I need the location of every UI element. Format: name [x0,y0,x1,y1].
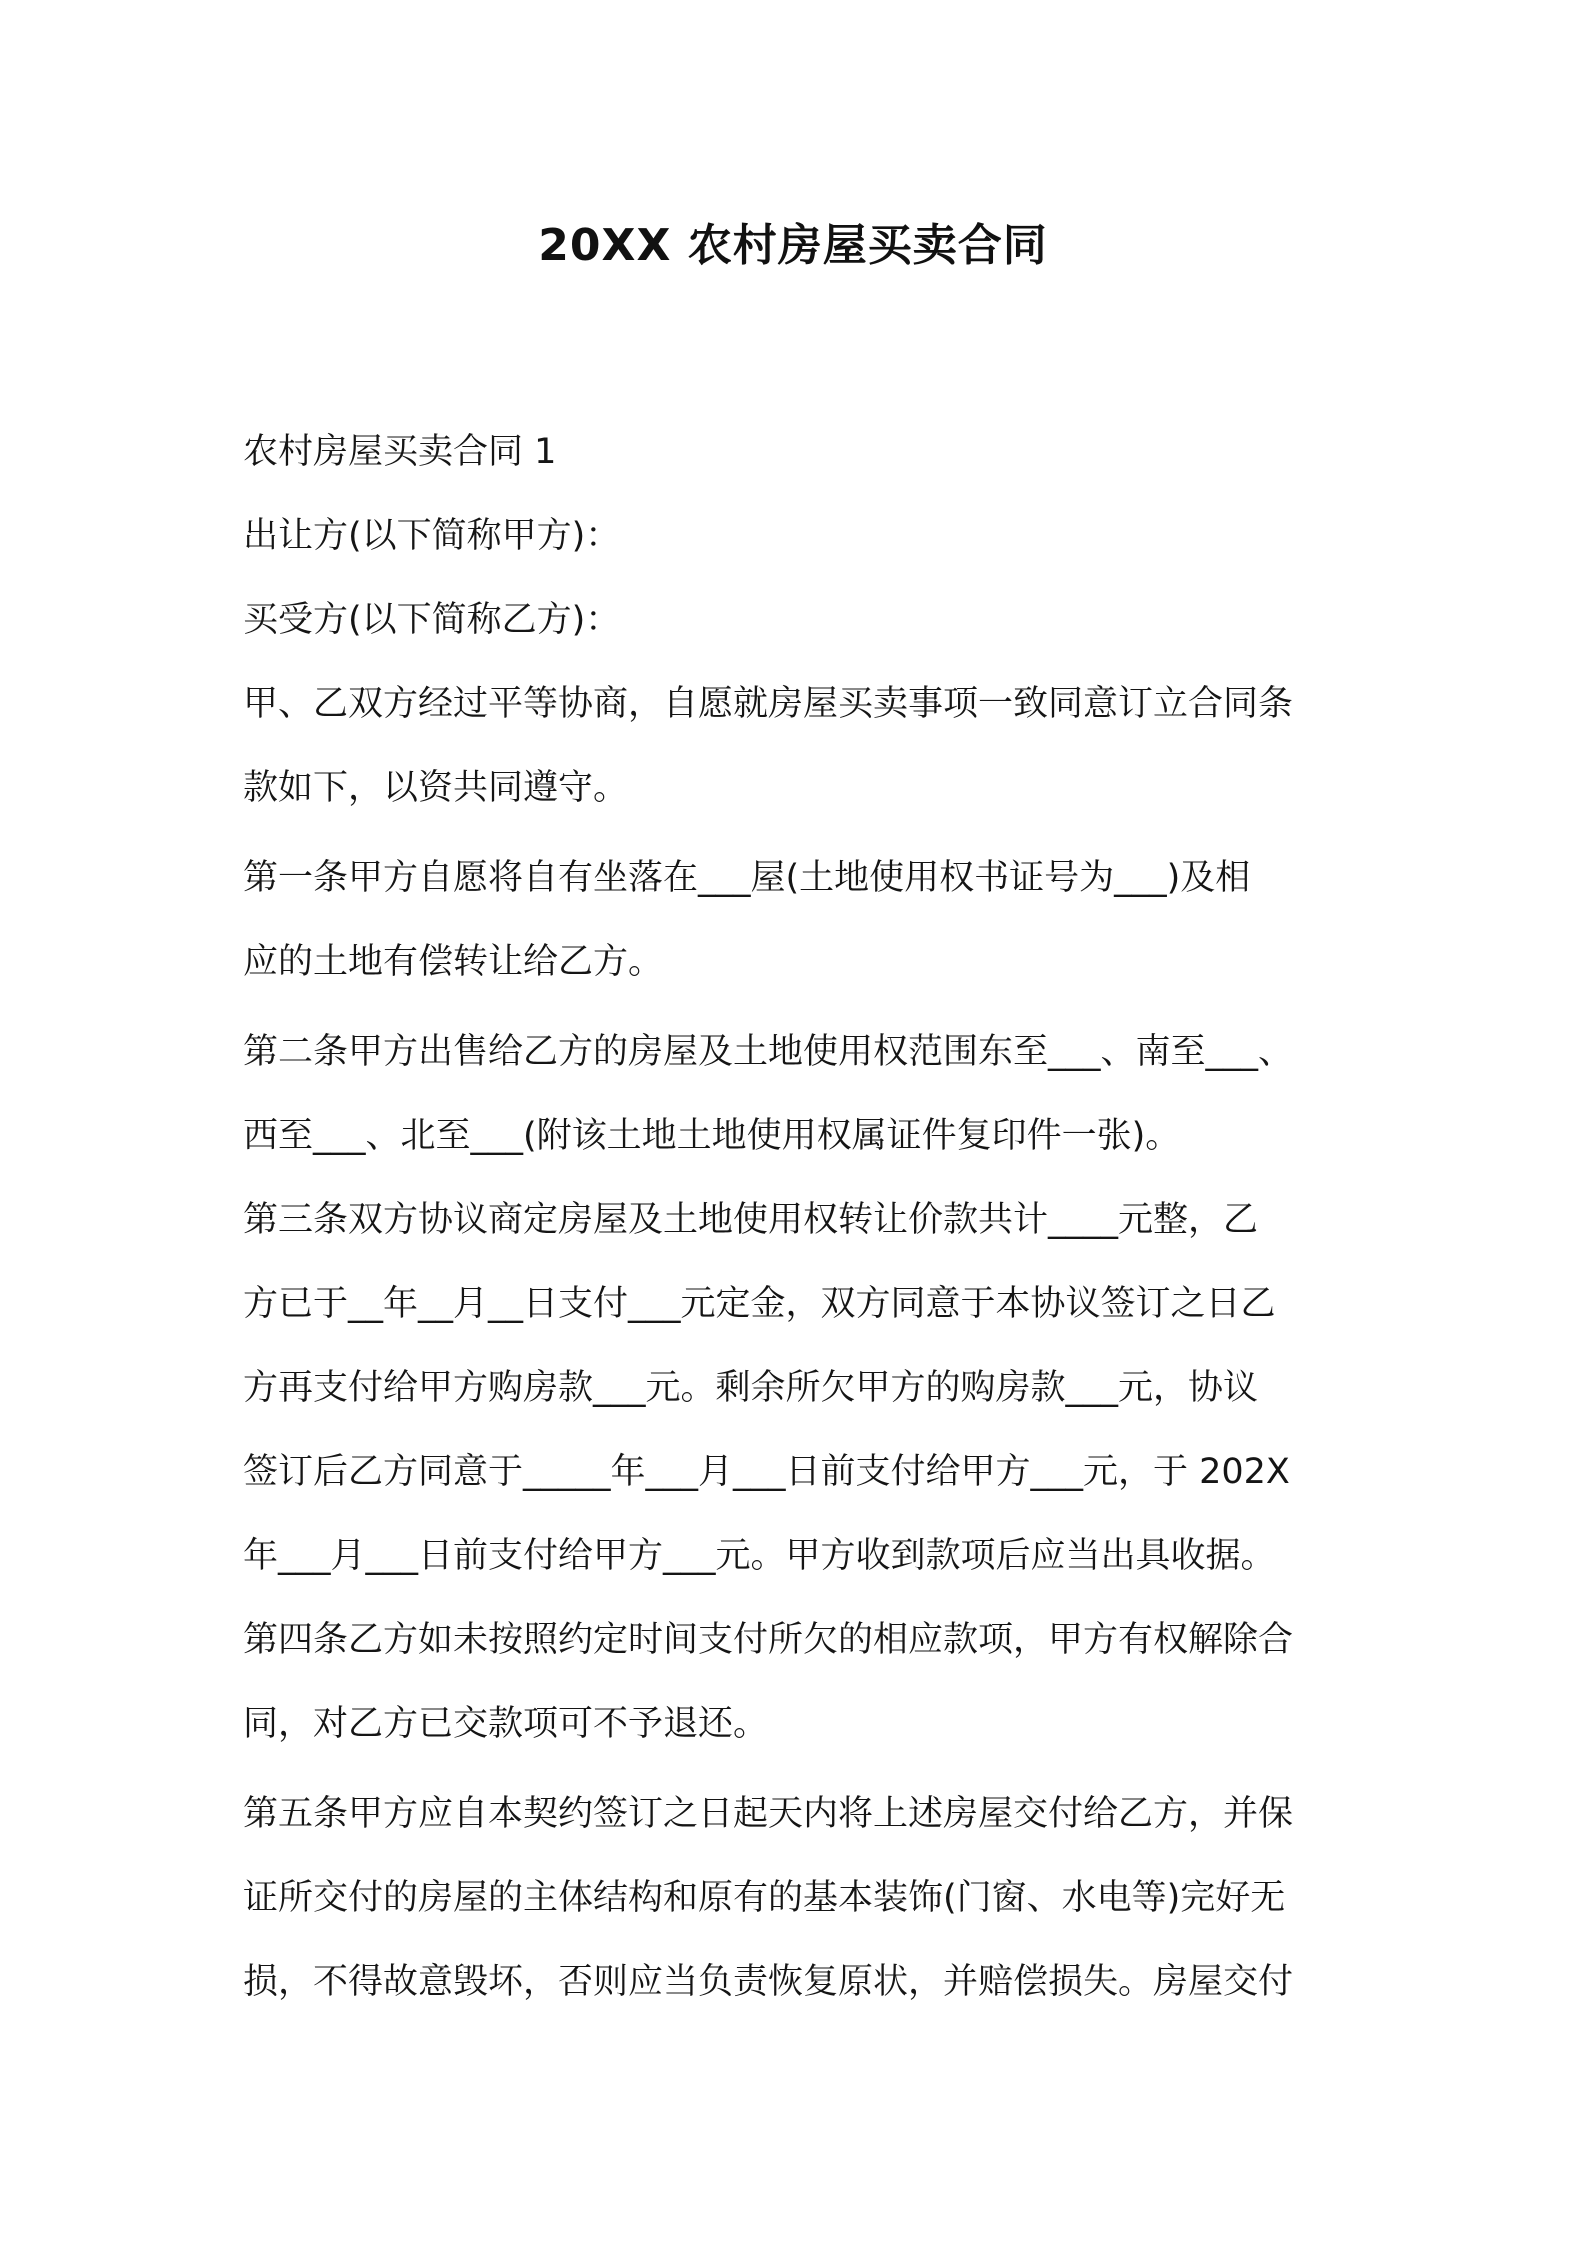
paragraph-line: 签订后乙方同意于_____年___月___日前支付给甲方___元，于 202X [243,1452,1290,1492]
paragraph-line: 第三条双方协议商定房屋及土地使用权转让价款共计____元整，乙 [243,1200,1259,1240]
paragraph-line: 应的土地有偿转让给乙方。 [243,942,664,982]
paragraph-line: 第二条甲方出售给乙方的房屋及土地使用权范围东至___、南至___、 [243,1032,1294,1072]
document-body [243,410,1359,2024]
paragraph-line: 损，不得故意毁坏，否则应当负责恢复原状，并赔偿损失。房屋交付 [243,1962,1294,2002]
paragraph-line: 年___月___日前支付给甲方___元。甲方收到款项后应当出具收据。 [243,1536,1276,1576]
paragraph-line: 第五条甲方应自本契约签订之日起天内将上述房屋交付给乙方，并保 [243,1794,1294,1834]
paragraph-line: 同，对乙方已交款项可不予退还。 [243,1704,769,1744]
paragraph-line: 方再支付给甲方购房款___元。剩余所欠甲方的购房款___元，协议 [243,1368,1259,1408]
paragraph-line: 证所交付的房屋的主体结构和原有的基本装饰(门窗、水电等)完好无 [243,1878,1286,1918]
paragraph-line: 款如下，以资共同遵守。 [243,768,629,808]
section-heading: 农村房屋买卖合同 1 [243,432,557,472]
seller-line: 出让方(以下简称甲方)： [243,516,621,556]
paragraph-line: 甲、乙双方经过平等协商，自愿就房屋买卖事项一致同意订立合同条 [243,684,1294,724]
paragraph-line: 第四条乙方如未按照约定时间支付所欠的相应款项，甲方有权解除合 [243,1620,1294,1660]
paragraph-line: 第一条甲方自愿将自有坐落在___屋(土地使用权书证号为___)及相 [243,858,1251,898]
paragraph-line: 西至___、北至___(附该土地土地使用权属证件复印件一张)。 [243,1116,1181,1156]
document-title: 20XX 农村房屋买卖合同 [538,220,1048,271]
buyer-line: 买受方(以下简称乙方)： [243,600,621,640]
paragraph-line: 方已于__年__月__日支付___元定金，双方同意于本协议签订之日乙 [243,1284,1276,1324]
